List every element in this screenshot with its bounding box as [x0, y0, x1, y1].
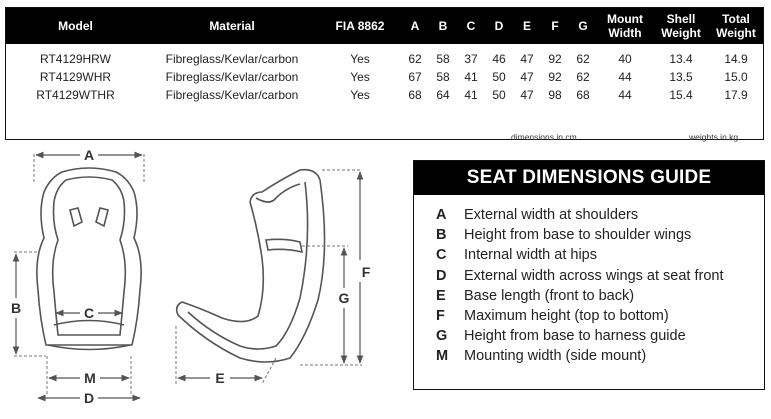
cell: 37: [464, 52, 478, 66]
table-row: [6, 44, 763, 68]
weights-unit-note: weights in kg: [689, 132, 739, 142]
label-c: C: [83, 305, 95, 321]
guide-key: B: [436, 227, 447, 244]
seat-drawings: [0, 140, 400, 419]
list-item: [436, 205, 764, 225]
col-total-weight: Total Weight: [709, 8, 763, 44]
cell: 44: [618, 70, 632, 84]
guide-text: Base length (front to back): [464, 287, 635, 304]
guide-text: Height from base to harness guide: [464, 328, 686, 345]
guide-text: Internal width at hips: [464, 247, 597, 264]
cell: 50: [492, 70, 506, 84]
list-item: [436, 306, 764, 326]
list-item: [436, 266, 764, 286]
cell: Yes: [350, 52, 370, 66]
cell: 47: [520, 70, 534, 84]
col-a: A: [401, 8, 429, 44]
cell: RT4129HRW: [40, 52, 111, 66]
col-f: F: [541, 8, 569, 44]
cell: RT4129WHR: [39, 70, 112, 84]
header-row: [6, 8, 763, 44]
label-b: B: [10, 300, 22, 316]
cell: 13.5: [669, 70, 693, 84]
cell: 58: [436, 52, 450, 66]
col-g: G: [569, 8, 597, 44]
cell: 41: [464, 70, 478, 84]
guide-key: C: [436, 247, 447, 264]
spec-table: [5, 7, 764, 140]
cell: Yes: [350, 70, 370, 84]
dimensions-unit-note: dimensions in cm: [511, 132, 577, 142]
cell: 68: [576, 88, 590, 102]
cell: 46: [492, 52, 506, 66]
harness-slot-left: [70, 208, 82, 226]
seat-dimensions-guide: [413, 160, 765, 390]
cell: 50: [492, 88, 506, 102]
cell: Fibreglass/Kevlar/carbon: [165, 88, 299, 102]
label-g: G: [338, 290, 350, 306]
col-material: Material: [145, 8, 319, 44]
cell: 15.4: [669, 88, 693, 102]
cell: Fibreglass/Kevlar/carbon: [165, 52, 299, 66]
cell: 44: [618, 88, 632, 102]
guide-key: A: [436, 207, 447, 223]
guide-key: M: [436, 348, 449, 365]
table-row: [6, 68, 763, 86]
guide-key: F: [436, 308, 445, 325]
side-seat-outline: [177, 170, 325, 362]
guide-text: Height from base to shoulder wings: [464, 227, 692, 244]
side-harness-guide: [266, 239, 302, 252]
cell: 58: [436, 70, 450, 84]
cell: 17.9: [724, 88, 748, 102]
col-mount-width: Mount Width: [597, 8, 653, 44]
col-fia: FIA 8862: [319, 8, 401, 44]
cell: 92: [548, 70, 562, 84]
cell: 13.4: [669, 52, 693, 66]
cell: 47: [520, 52, 534, 66]
list-item: [436, 245, 764, 265]
cell: 92: [548, 52, 562, 66]
guide-key: G: [436, 328, 448, 345]
list-item: [436, 346, 764, 366]
cell: 62: [576, 52, 590, 66]
harness-slot-right: [96, 208, 108, 226]
list-item: [436, 326, 764, 346]
guide-title: SEAT DIMENSIONS GUIDE: [414, 161, 764, 195]
guide-list: [414, 195, 764, 367]
col-c: C: [457, 8, 485, 44]
col-model: Model: [6, 8, 145, 44]
guide-text: External width at shoulders: [464, 207, 639, 223]
cell: 62: [576, 70, 590, 84]
label-d: D: [83, 390, 95, 406]
cell: 62: [408, 52, 422, 66]
side-wing: [256, 184, 300, 202]
side-seat-inner: [188, 182, 308, 349]
cell: Fibreglass/Kevlar/carbon: [165, 70, 299, 84]
guide-text: External width across wings at seat front: [464, 267, 724, 284]
label-a: A: [83, 147, 95, 163]
label-f: F: [361, 264, 371, 280]
list-item: [436, 225, 764, 245]
cell: 47: [520, 88, 534, 102]
cell: 98: [548, 88, 562, 102]
cell: 14.9: [724, 52, 748, 66]
col-e: E: [513, 8, 541, 44]
guide-text: Maximum height (top to bottom): [464, 308, 669, 325]
cell: Yes: [350, 88, 370, 102]
cell: RT4129WTHR: [36, 88, 115, 102]
label-e: E: [215, 370, 225, 386]
front-seat-base: [54, 321, 124, 326]
cell: 68: [408, 88, 422, 102]
side-view-seat: [177, 170, 325, 362]
cell: 40: [618, 52, 632, 66]
cell: 64: [436, 88, 450, 102]
guide-text: Mounting width (side mount): [464, 348, 647, 365]
cell: 67: [408, 70, 422, 84]
cell: 15.0: [724, 70, 748, 84]
front-view-seat: [37, 168, 141, 350]
spec-table-grid: [6, 8, 763, 104]
col-b: B: [429, 8, 457, 44]
label-m: M: [84, 370, 96, 386]
list-item: [436, 286, 764, 306]
cell: 41: [464, 88, 478, 102]
guide-key: D: [436, 267, 447, 284]
table-row: [6, 86, 763, 104]
col-shell-weight: Shell Weight: [653, 8, 709, 44]
guide-key: E: [436, 287, 446, 304]
col-d: D: [485, 8, 513, 44]
